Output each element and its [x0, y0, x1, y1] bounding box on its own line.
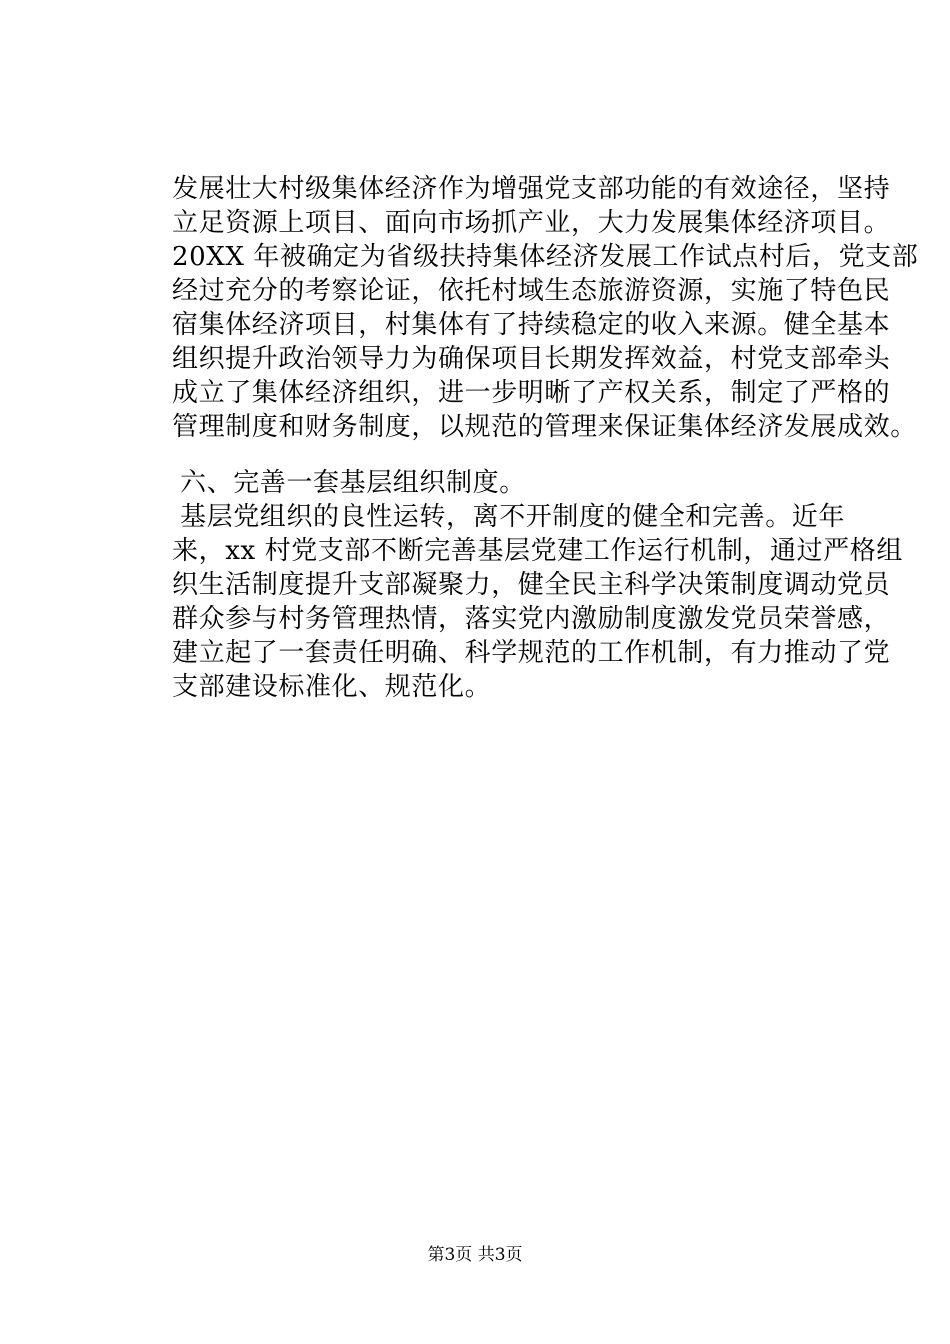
paragraph-1-line-8: 管理制度和财务制度，以规范的管理来保证集体经济发展成效。 — [172, 412, 917, 442]
paragraph-2-line-1: 基层党组织的良性运转，离不开制度的健全和完善。近年 — [180, 502, 846, 532]
paragraph-2-line-3: 织生活制度提升支部凝聚力，健全民主科学决策制度调动党员 — [172, 570, 891, 600]
paragraph-2-line-2: 来，xx 村党支部不断完善基层党建工作运行机制，通过严格组 — [172, 536, 903, 566]
paragraph-2-line-5: 建立起了一套责任明确、科学规范的工作机制，有力推动了党 — [172, 638, 891, 668]
paragraph-2-line-4: 群众参与村务管理热情，落实党内激励制度激发党员荣誉感， — [172, 604, 891, 634]
page-number-footer: 第3页 共3页 — [427, 1245, 523, 1265]
paragraph-1-line-4: 经过充分的考察论证，依托村域生态旅游资源，实施了特色民 — [172, 276, 891, 306]
paragraph-1-line-3: 20XX 年被确定为省级扶持集体经济发展工作试点村后，党支部 — [172, 242, 919, 272]
paragraph-1-line-5: 宿集体经济项目，村集体有了持续稳定的收入来源。健全基本 — [172, 310, 891, 340]
paragraph-2-line-6: 支部建设标准化、规范化。 — [172, 672, 492, 702]
paragraph-1-line-6: 组织提升政治领导力为确保项目长期发挥效益，村党支部牵头 — [172, 344, 891, 374]
paragraph-1-line-7: 成立了集体经济组织，进一步明晰了产权关系，制定了严格的 — [172, 378, 891, 408]
paragraph-1-line-1: 发展壮大村级集体经济作为增强党支部功能的有效途径，坚持 — [172, 174, 891, 204]
paragraph-1-line-2: 立足资源上项目、面向市场抓产业，大力发展集体经济项目。 — [172, 208, 891, 238]
section-heading-6: 六、完善一套基层组织制度。 — [180, 468, 526, 498]
